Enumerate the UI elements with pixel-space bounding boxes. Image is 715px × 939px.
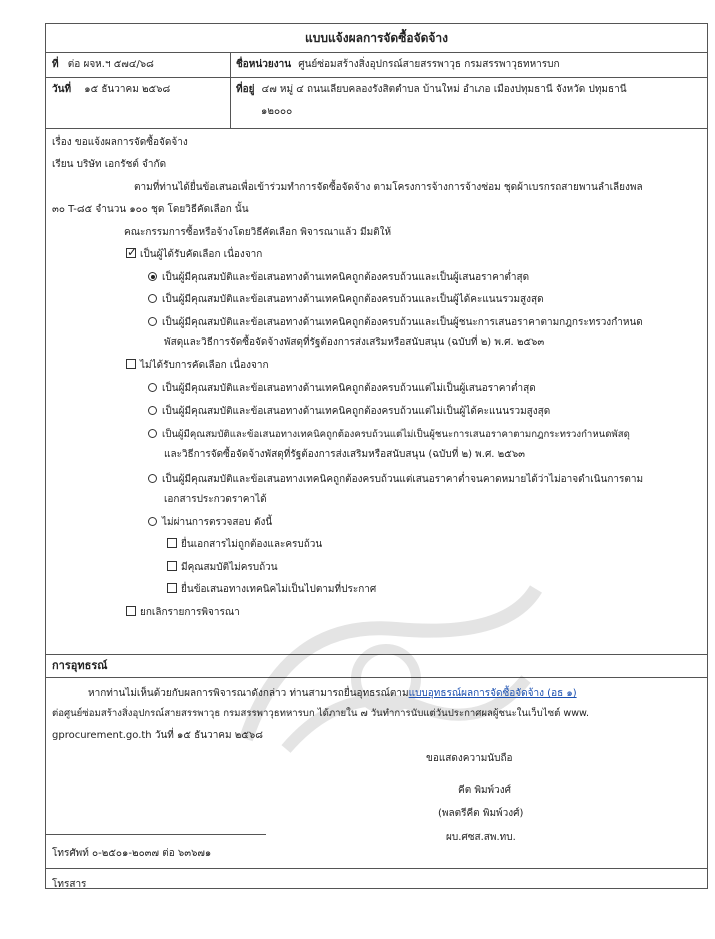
cancel-checkbox[interactable] bbox=[126, 606, 136, 616]
not-selected-option-3[interactable]: เป็นผู้มีคุณสมบัติและข้อเสนอทางเทคนิคถูกต้องครบถ้วนแต่ไม่เป็นผู้ชนะการเสนอราคาตามกฎกระทรวงกำหนดพัสดุ bbox=[148, 427, 630, 443]
selected-option-3-cont: พัสดุและวิธีการจัดซื้อจัดจ้างพัสดุที่รัฐต้องการส่งเสริมหรือสนับสนุน (ฉบับที่ ๒) พ.ศ. ๒๕๖๓ bbox=[164, 337, 545, 348]
not-selected-option-4[interactable]: เป็นผู้มีคุณสมบัติและข้อเสนอทางเทคนิคถูกต้องครบถ้วนแต่เสนอราคาต่ำจนคาดหมายได้ว่าไม่อาจดำเนินการตาม bbox=[148, 472, 643, 488]
not-selected-checkbox[interactable] bbox=[126, 359, 136, 369]
selected-option-3[interactable]: เป็นผู้มีคุณสมบัติและข้อเสนอทางด้านเทคนิคถูกต้องครบถ้วนและเป็นผู้ชนะการเสนอราคาตามกฎกระทรวงกำหนด bbox=[148, 315, 643, 331]
selected-row[interactable] bbox=[126, 247, 262, 263]
not-selected-option-3-cont: และวิธีการจัดซื้อจัดจ้างพัสดุที่รัฐต้องการส่งเสริมหรือสนับสนุน (ฉบับที่ ๒) พ.ศ. ๒๕๖๓ bbox=[164, 449, 526, 460]
date-value: ๑๕ ธันวาคม ๒๕๖๘ bbox=[84, 84, 171, 95]
recipient: เรียน บริษัท เอกรัชต์ จำกัด bbox=[52, 159, 167, 170]
address-line1: ๔๗ หมู่ ๔ ถนนเลียบคลองรังสิตตำบล บ้านใหม่ อำเภอ เมืองปทุมธานี จังหวัด ปทุมธานี bbox=[261, 84, 627, 95]
address-label: ที่อยู่ bbox=[236, 84, 255, 95]
contact-section bbox=[46, 869, 707, 890]
failed-item-1[interactable]: ยื่นเอกสารไม่ถูกต้องและครบถ้วน bbox=[167, 537, 322, 553]
selected-checkbox[interactable] bbox=[126, 248, 136, 258]
selected-label: เป็นผู้ได้รับคัดเลือก เนื่องจาก bbox=[140, 249, 263, 260]
date-label: วันที่ bbox=[52, 84, 72, 95]
radio-icon[interactable] bbox=[148, 294, 157, 303]
ref-label: ที่ bbox=[52, 59, 59, 70]
radio-icon[interactable] bbox=[148, 406, 157, 415]
signer-position: ผบ.ศซส.สพ.ทบ. bbox=[446, 832, 516, 843]
failed-item-2[interactable]: มีคุณสมบัติไม่ครบถ้วน bbox=[167, 560, 278, 576]
radio-icon[interactable] bbox=[148, 383, 157, 392]
procurement-result-form bbox=[45, 23, 708, 889]
signer-name: คีต พิมพ์วงศ์ bbox=[458, 785, 511, 796]
radio-icon[interactable] bbox=[148, 517, 157, 526]
not-selected-row[interactable] bbox=[126, 358, 269, 374]
cancel-row[interactable]: ยกเลิกรายการพิจารณา bbox=[126, 605, 240, 621]
result-body bbox=[46, 129, 707, 655]
appeal-heading: การอุทธรณ์ bbox=[46, 655, 707, 678]
appeal-text-3: gprocurement.go.th วันที่ ๑๕ ธันวาคม ๒๕๖๘ bbox=[52, 730, 263, 741]
appeal-form-link[interactable]: แบบอุทธรณ์ผลการจัดซื้อจัดจ้าง (อธ ๑) bbox=[408, 688, 577, 699]
radio-selected-icon[interactable] bbox=[148, 272, 157, 281]
appeal-section bbox=[46, 678, 707, 869]
radio-icon[interactable] bbox=[148, 429, 157, 438]
checkbox-icon[interactable] bbox=[167, 583, 177, 593]
appeal-text-1: หากท่านไม่เห็นด้วยกับผลการพิจารณาดังกล่าว ท่านสามารถยื่นอุทธรณ์ตาม bbox=[88, 688, 409, 699]
selected-option-1[interactable]: เป็นผู้มีคุณสมบัติและข้อเสนอทางด้านเทคนิคถูกต้องครบถ้วนและเป็นผู้เสนอราคาต่ำสุด bbox=[148, 270, 529, 286]
selected-option-2[interactable]: เป็นผู้มีคุณสมบัติและข้อเสนอทางด้านเทคนิคถูกต้องครบถ้วนและเป็นผู้ได้คะแนนรวมสูงสุด bbox=[148, 292, 544, 308]
subject: เรื่อง ขอแจ้งผลการจัดซื้อจัดจ้าง bbox=[52, 137, 188, 148]
ref-value: ต่อ ผจห.ฯ ๕๗๔/๖๘ bbox=[67, 59, 154, 70]
appeal-text-2: ต่อศูนย์ซ่อมสร้างสิ่งอุปกรณ์สายสรรพาวุธ กรมสรรพาวุธทหารบก ได้ภายใน ๗ วันทำการนับแต่วันประกาศผลผู้ชนะในเว็บไซต์ www. bbox=[52, 708, 590, 719]
form-title: แบบแจ้งผลการจัดซื้อจัดจ้าง bbox=[46, 24, 707, 53]
phone-number: โทรศัพท์ ๐-๒๕๐๑-๒๐๓๗ ต่อ ๖๓๖๗๑ bbox=[52, 848, 212, 859]
agency-label: ชื่อหน่วยงาน bbox=[236, 59, 292, 70]
fax-label: โทรสาร bbox=[52, 879, 87, 890]
contact-divider bbox=[46, 834, 266, 835]
failed-check-row[interactable]: ไม่ผ่านการตรวจสอบ ดังนี้ bbox=[148, 515, 272, 531]
header-info bbox=[46, 53, 707, 129]
closing: ขอแสดงความนับถือ bbox=[426, 753, 513, 764]
address-line2: ๑๒๐๐๐ bbox=[261, 106, 293, 117]
radio-icon[interactable] bbox=[148, 317, 157, 326]
not-selected-option-4-cont: เอกสารประกวดราคาได้ bbox=[164, 494, 267, 505]
not-selected-option-2[interactable]: เป็นผู้มีคุณสมบัติและข้อเสนอทางด้านเทคนิคถูกต้องครบถ้วนแต่ไม่เป็นผู้ได้คะแนนรวมสูงสุด bbox=[148, 404, 550, 420]
checkbox-icon[interactable] bbox=[167, 561, 177, 571]
committee-text: คณะกรรมการซื้อหรือจ้างโดยวิธีคัดเลือก พิจารณาแล้ว มีมติให้ bbox=[124, 227, 392, 238]
not-selected-label: ไม่ได้รับการคัดเลือก เนื่องจาก bbox=[140, 360, 269, 371]
agency-value: ศูนย์ซ่อมสร้างสิ่งอุปกรณ์สายสรรพาวุธ กรมสรรพาวุธทหารบก bbox=[298, 59, 560, 70]
signer-full-name: (พลตรีคีต พิมพ์วงศ์) bbox=[438, 808, 524, 819]
not-selected-option-1[interactable]: เป็นผู้มีคุณสมบัติและข้อเสนอทางด้านเทคนิคถูกต้องครบถ้วนแต่ไม่เป็นผู้เสนอราคาต่ำสุด bbox=[148, 381, 536, 397]
checkbox-icon[interactable] bbox=[167, 538, 177, 548]
radio-icon[interactable] bbox=[148, 474, 157, 483]
paragraph-1: ตามที่ท่านได้ยื่นข้อเสนอเพื่อเข้าร่วมทำการจัดซื้อจัดจ้าง ตามโครงการจ้างการจ้างซ่อม ชุดผ้าเบรกรถสายพานลำเลียงพล bbox=[134, 182, 643, 193]
paragraph-1-cont: ๓๐ T-๘๕ จำนวน ๑๐๐ ชุด โดยวิธีคัดเลือก นั้น bbox=[52, 204, 249, 215]
failed-item-3[interactable]: ยื่นข้อเสนอทางเทคนิคไม่เป็นไปตามที่ประกาศ bbox=[167, 582, 376, 598]
